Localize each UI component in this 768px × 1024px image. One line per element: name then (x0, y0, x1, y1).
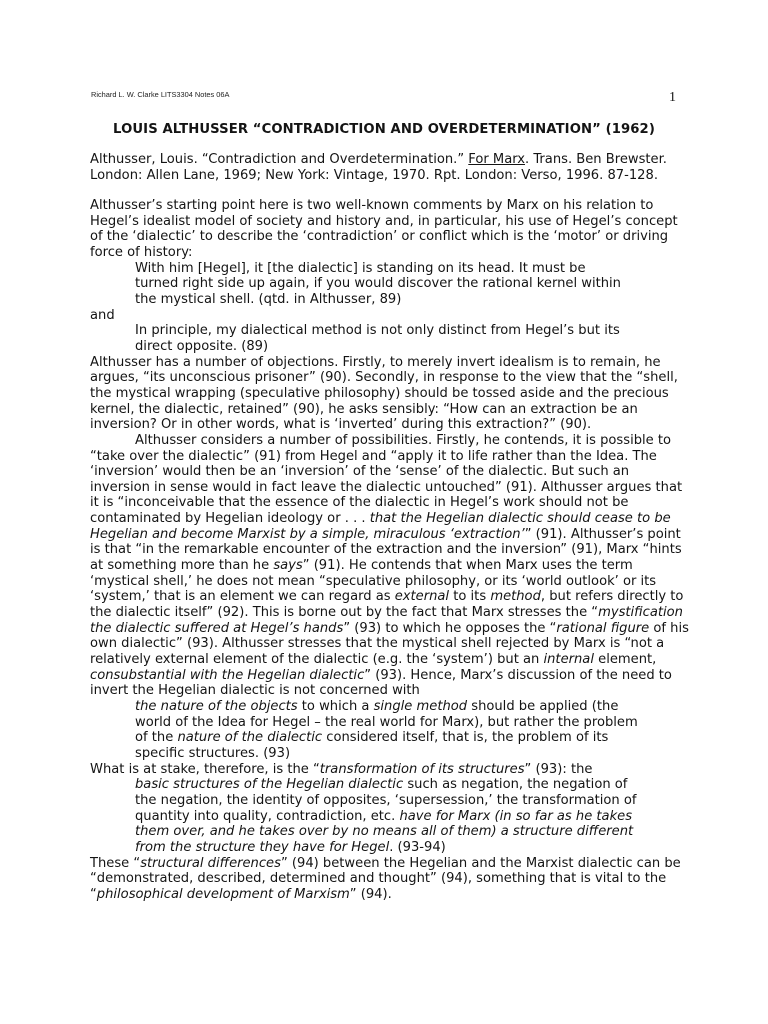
text-run: the negation, the identity of opposites, ‘supersession,’ the transformation of (135, 792, 637, 808)
text-line (90, 683, 680, 699)
text-run: relatively external element of the dialectic (e.g. the ‘system’) but an (90, 652, 544, 668)
italic-text: nature of the dialectic (177, 730, 323, 746)
text-run: considered itself, that is, the problem of its (322, 730, 609, 746)
indented-line (90, 261, 680, 277)
text-line (90, 198, 680, 214)
text-run: of the ‘dialectic’ to describe the ‘contradiction’ or conflict which is the ‘motor’ or driving (90, 229, 669, 245)
text-line (90, 355, 680, 371)
italic-text: transformation of its structures (319, 761, 525, 777)
citation (90, 152, 680, 183)
text-line (90, 495, 680, 511)
text-run: world of the Idea for Hegel – the real world for Marx), but rather the problem (135, 714, 638, 730)
text-line (90, 214, 680, 230)
text-run: to its (449, 589, 491, 605)
body-text (90, 198, 689, 903)
text-run: specific structures. (93) (135, 745, 291, 761)
citation-line (90, 152, 680, 168)
document-title: LOUIS ALTHUSSER “CONTRADICTION AND OVERDETERMINATION” (1962) (113, 122, 655, 137)
italic-text: mystification (598, 605, 683, 621)
text-line (90, 589, 684, 605)
text-run: Hegel’s idealist model of society and history and, in particular, his use of Hegel’s concept (90, 213, 678, 229)
text-line (90, 620, 689, 637)
italic-text: internal (543, 652, 594, 668)
italic-text: have for Marx (in so far as he takes (399, 808, 633, 824)
indented-line (90, 730, 680, 746)
text-line (90, 887, 680, 903)
text-run: “demonstrated, described, determined and thought” (94), something that is vital to the (90, 871, 667, 887)
italic-text: philosophical development of Marxism (96, 886, 350, 902)
text-run: What is at stake, therefore, is the “ (90, 761, 320, 777)
indented-line (90, 809, 680, 825)
text-run: . Trans. Ben Brewster. (525, 152, 667, 167)
text-run: kernel, the dialectic, retained” (90), he asks sensibly: “How can an extraction be an (90, 401, 638, 417)
indented-line (90, 840, 680, 856)
text-run: “ (90, 886, 97, 902)
text-run: at something more than he (90, 558, 274, 574)
text-line (90, 402, 680, 418)
text-run: is that “in the remarkable encounter of the extraction and the inversion” (91), Marx “hints (90, 542, 682, 558)
text-run: contaminated by Hegelian ideology or . . . (90, 511, 370, 527)
text-run: argues, “its unconscious prisoner” (90). Secondly, in response to the view that the “shell, (90, 370, 678, 386)
text-run: inversion? Or in other words, what is ‘inverted’ during this extraction?” (90). (90, 417, 592, 433)
text-run: ‘mystical shell,’ he does not mean “speculative philosophy, or its ‘world outlook’ or its (90, 573, 657, 589)
text-line (90, 762, 680, 778)
indented-line (90, 777, 680, 793)
text-run: element, (593, 652, 657, 668)
text-run: ‘inversion’ would then be an ‘inversion’ of the ‘sense’ of the dialectic. But such an (90, 464, 630, 480)
text-run: ” (93) to which he opposes the “ (343, 620, 557, 636)
italic-text: them over, and he takes over by no means all of them) a structure different (135, 824, 634, 840)
text-run: . (93-94) (389, 839, 446, 855)
text-run: own dialectic” (93). Althusser stresses that the mystical shell rejected by Marx is “not a (90, 636, 665, 652)
indented-line (90, 715, 680, 731)
text-run: ” (91). He contends that when Marx uses the term (302, 558, 633, 574)
indented-line (90, 433, 680, 449)
text-line (90, 636, 680, 652)
indented-line (90, 276, 680, 292)
text-run: invert the Hegelian dialectic is not concerned with (90, 683, 420, 699)
text-run: force of history: (90, 244, 193, 260)
text-line (90, 574, 680, 590)
text-run: the mystical wrapping (speculative philosophy) should be tossed aside and the precious (90, 385, 669, 401)
text-run: such as negation, the negation of (403, 777, 628, 793)
text-line (90, 542, 680, 558)
italic-text: method (490, 589, 541, 605)
text-run: quantity into quality, contradiction, etc. (135, 808, 400, 824)
text-run: “take over the dialectic” (91) from Hegel and “apply it to life rather than the Idea. The (90, 448, 657, 464)
text-line (90, 370, 680, 386)
italic-text: the nature of the objects (135, 699, 298, 714)
italic-text: structural differences (140, 855, 281, 871)
text-run: Althusser considers a number of possibilities. Firstly, he contends, it is possible to (135, 432, 672, 448)
italic-text: rational figure (556, 620, 650, 636)
text-run: , but refers directly to (540, 589, 684, 605)
underlined-title: For Marx (468, 152, 526, 167)
italic-text: says (273, 558, 303, 574)
page-number: 1 (669, 90, 676, 105)
text-run: Althusser, Louis. “Contradiction and Overdetermination.” (90, 152, 469, 167)
text-run: ‘system,’ that is an element we can regard as (90, 589, 395, 605)
text-run: should be applied (the (467, 699, 619, 714)
text-run: In principle, my dialectical method is not only distinct from Hegel’s but its (135, 323, 620, 339)
italic-text: basic structures of the Hegelian dialectic (135, 777, 404, 793)
text-line (90, 871, 680, 887)
text-line (90, 479, 683, 496)
text-run: it is “inconceivable that the essence of the dialectic in Hegel’s work should not be (90, 495, 629, 511)
text-line (90, 308, 680, 324)
text-run: London: Allen Lane, 1969; New York: Vintage, 1970. Rpt. London: Verso, 1996. 87-128. (90, 167, 659, 183)
indented-line (90, 292, 680, 308)
indented-line (90, 746, 680, 762)
running-head: Richard L. W. Clarke LITS3304 Notes 06A (91, 90, 230, 99)
indented-line (90, 824, 680, 840)
text-line (90, 449, 680, 465)
text-line (90, 464, 680, 480)
text-run: the dialectic itself” (92). This is borne out by the fact that Marx stresses the “ (90, 605, 599, 621)
text-run: With him [Hegel], it [the dialectic] is standing on its head. It must be (135, 260, 586, 276)
italic-text: from the structure they have for Hegel (135, 839, 390, 855)
indented-line (90, 699, 680, 715)
italic-text: Hegelian and become Marxist by a simple, miraculous ‘extraction’ (90, 526, 525, 542)
text-line (90, 668, 680, 684)
text-run: ” (93): the (524, 761, 593, 777)
indented-line (90, 793, 680, 809)
text-line (90, 856, 680, 872)
text-run: These “ (90, 855, 141, 871)
text-run: direct opposite. (89) (135, 338, 269, 354)
text-line (90, 527, 680, 543)
indented-line (90, 323, 680, 339)
text-line (90, 652, 680, 668)
italic-text: external (394, 589, 450, 605)
text-run: of his (649, 620, 689, 636)
text-run: inversion in sense would in fact leave the dialectic untouched” (91). Althusser argues that (90, 479, 683, 495)
text-run: to which a (297, 699, 374, 714)
text-line (90, 605, 683, 621)
text-run: of the (135, 730, 178, 746)
italic-text: consubstantial with the Hegelian dialectic (90, 667, 365, 683)
text-line (90, 386, 680, 402)
text-run: Althusser has a number of objections. Firstly, to merely invert idealism is to remain, he (90, 354, 661, 370)
text-line (90, 417, 680, 433)
text-run: ” (93). Hence, Marx’s discussion of the need to (364, 667, 672, 683)
text-run: turned right side up again, if you would discover the rational kernel within (135, 276, 621, 292)
text-run: the mystical shell. (qtd. in Althusser, 89) (135, 291, 402, 307)
italic-text: single method (373, 699, 468, 714)
citation-line (90, 168, 680, 184)
text-run: ” (91). Althusser’s point (524, 526, 681, 542)
italic-text: that the Hegelian dialectic should cease to be (369, 511, 671, 527)
text-run: Althusser’s starting point here is two well-known comments by Marx on his relation to (90, 198, 654, 213)
indented-line (90, 339, 680, 355)
text-run: ” (94) between the Hegelian and the Marxist dialectic can be (280, 855, 681, 871)
text-line (90, 511, 680, 527)
italic-text: the dialectic suffered at Hegel’s hands (90, 620, 344, 636)
text-run: and (90, 307, 115, 323)
text-line (90, 558, 680, 574)
text-line (90, 245, 680, 261)
text-line (90, 229, 680, 245)
text-run: ” (94). (349, 886, 392, 902)
